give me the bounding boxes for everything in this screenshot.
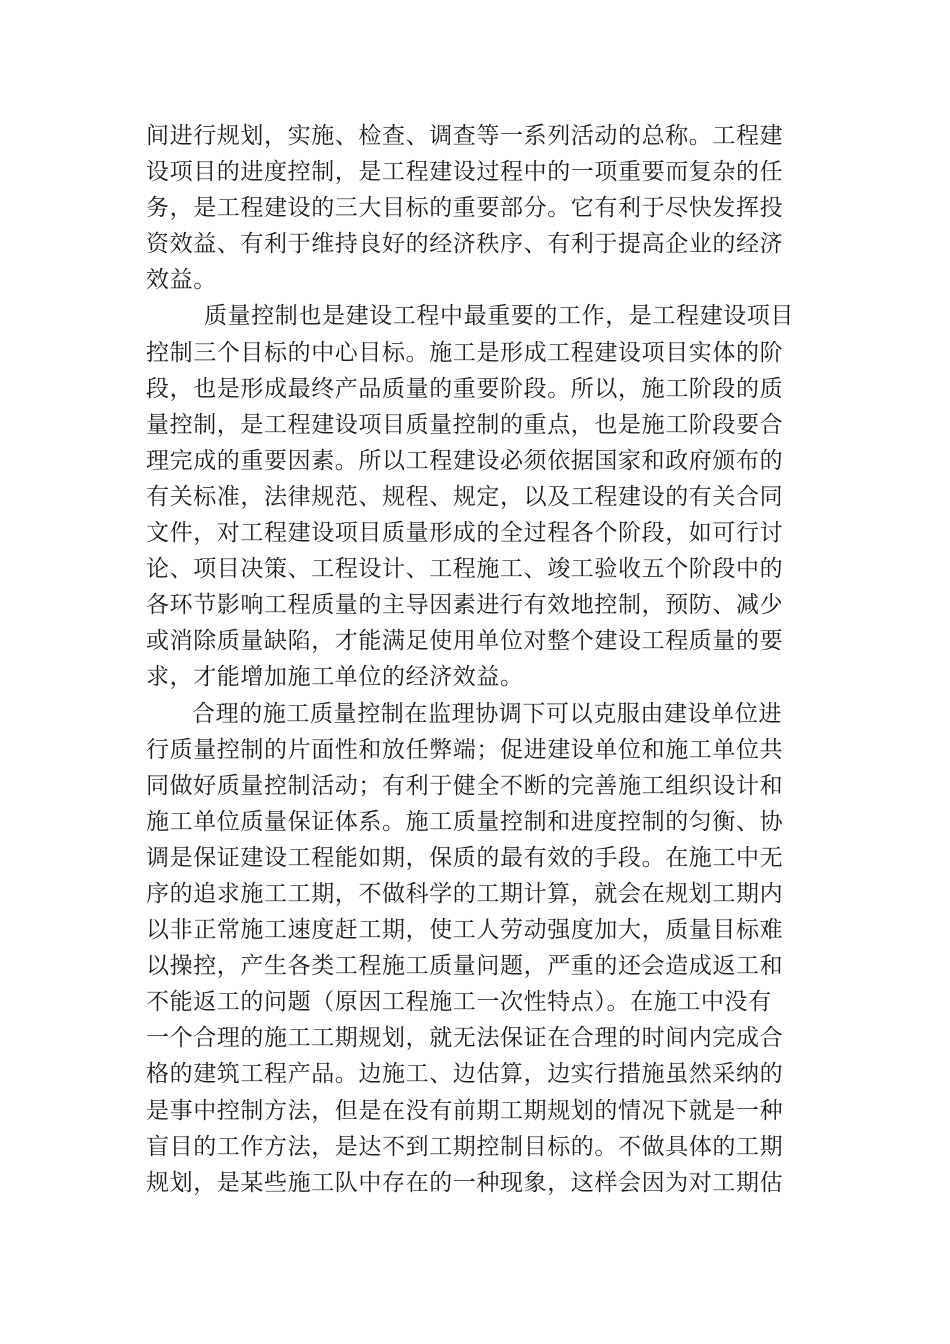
text-line: 效益。	[146, 267, 217, 294]
text-line: 不能返工的问题（原因工程施工一次性特点）。在施工中没有	[146, 989, 772, 1016]
text-line: 资效益、有利于维持良好的经济秩序、有利于提高企业的经济	[146, 231, 784, 258]
text-line: 间进行规划，实施、检查、调查等一系列活动的总称。工程建	[146, 123, 784, 149]
text-line: 合理的施工质量控制在监理协调下可以克服由建设单位进	[192, 700, 782, 727]
text-line: 同做好质量控制活动；有利于健全不断的完善施工组织设计和	[146, 772, 784, 799]
text-line: 段，也是形成最终产品质量的重要阶段。所以，施工阶段的质	[146, 375, 784, 402]
text-line: 各环节影响工程质量的主导因素进行有效地控制，预防、减少	[146, 592, 784, 619]
text-line: 规划，是某些施工队中存在的一种现象，这样会因为对工期估	[146, 1169, 784, 1196]
text-line: 质量控制也是建设工程中最重要的工作，是工程建设项目	[204, 303, 794, 330]
text-line: 序的追求施工工期，不做科学的工期计算，就会在规划工期内	[146, 880, 784, 907]
text-line: 行质量控制的片面性和放任弊端；促进建设单位和施工单位共	[146, 736, 784, 763]
text-line: 务，是工程建设的三大目标的重要部分。它有利于尽快发挥投	[146, 195, 784, 222]
text-line: 有关标准，法律规范、规程、规定，以及工程建设的有关合同	[146, 483, 784, 510]
text-line: 或消除质量缺陷，才能满足使用单位对整个建设工程质量的要	[146, 628, 784, 655]
text-line: 一个合理的施工工期规划，就无法保证在合理的时间内完成合	[146, 1025, 784, 1052]
text-line: 以非正常施工速度赶工期，使工人劳动强度加大，质量目标难	[146, 917, 784, 944]
body-text	[146, 118, 802, 1201]
text-line: 格的建筑工程产品。边施工、边估算，边实行措施虽然采纳的	[146, 1061, 784, 1088]
text-line: 论、项目决策、工程设计、工程施工、竣工验收五个阶段中的	[146, 556, 784, 583]
text-line: 是事中控制方法，但是在没有前期工期规划的情况下就是一种	[146, 1097, 784, 1124]
paragraph-quality-control	[146, 298, 802, 695]
text-line: 量控制，是工程建设项目质量控制的重点，也是施工阶段要合	[146, 411, 784, 438]
text-line: 设项目的进度控制，是工程建设过程中的一项重要而复杂的任	[146, 159, 784, 186]
text-line: 求，才能增加施工单位的经济效益。	[146, 664, 524, 691]
text-line: 以操控，产生各类工程施工质量问题，严重的还会造成返工和	[146, 953, 784, 980]
paragraph-progress-control	[146, 118, 802, 298]
text-line: 调是保证建设工程能如期，保质的最有效的手段。在施工中无	[146, 844, 784, 871]
text-line: 文件，对工程建设项目质量形成的全过程各个阶段，如可行讨	[146, 520, 784, 547]
text-line: 施工单位质量保证体系。施工质量控制和进度控制的匀衡、协	[146, 808, 784, 835]
text-line: 盲目的工作方法，是达不到工期控制目标的。不做具体的工期	[146, 1133, 784, 1160]
text-line: 控制三个目标的中心目标。施工是形成工程建设项目实体的阶	[146, 339, 784, 366]
text-line: 理完成的重要因素。所以工程建设必须依据国家和政府颁布的	[146, 447, 784, 474]
paragraph-reasonable-quality-control	[146, 696, 802, 1201]
